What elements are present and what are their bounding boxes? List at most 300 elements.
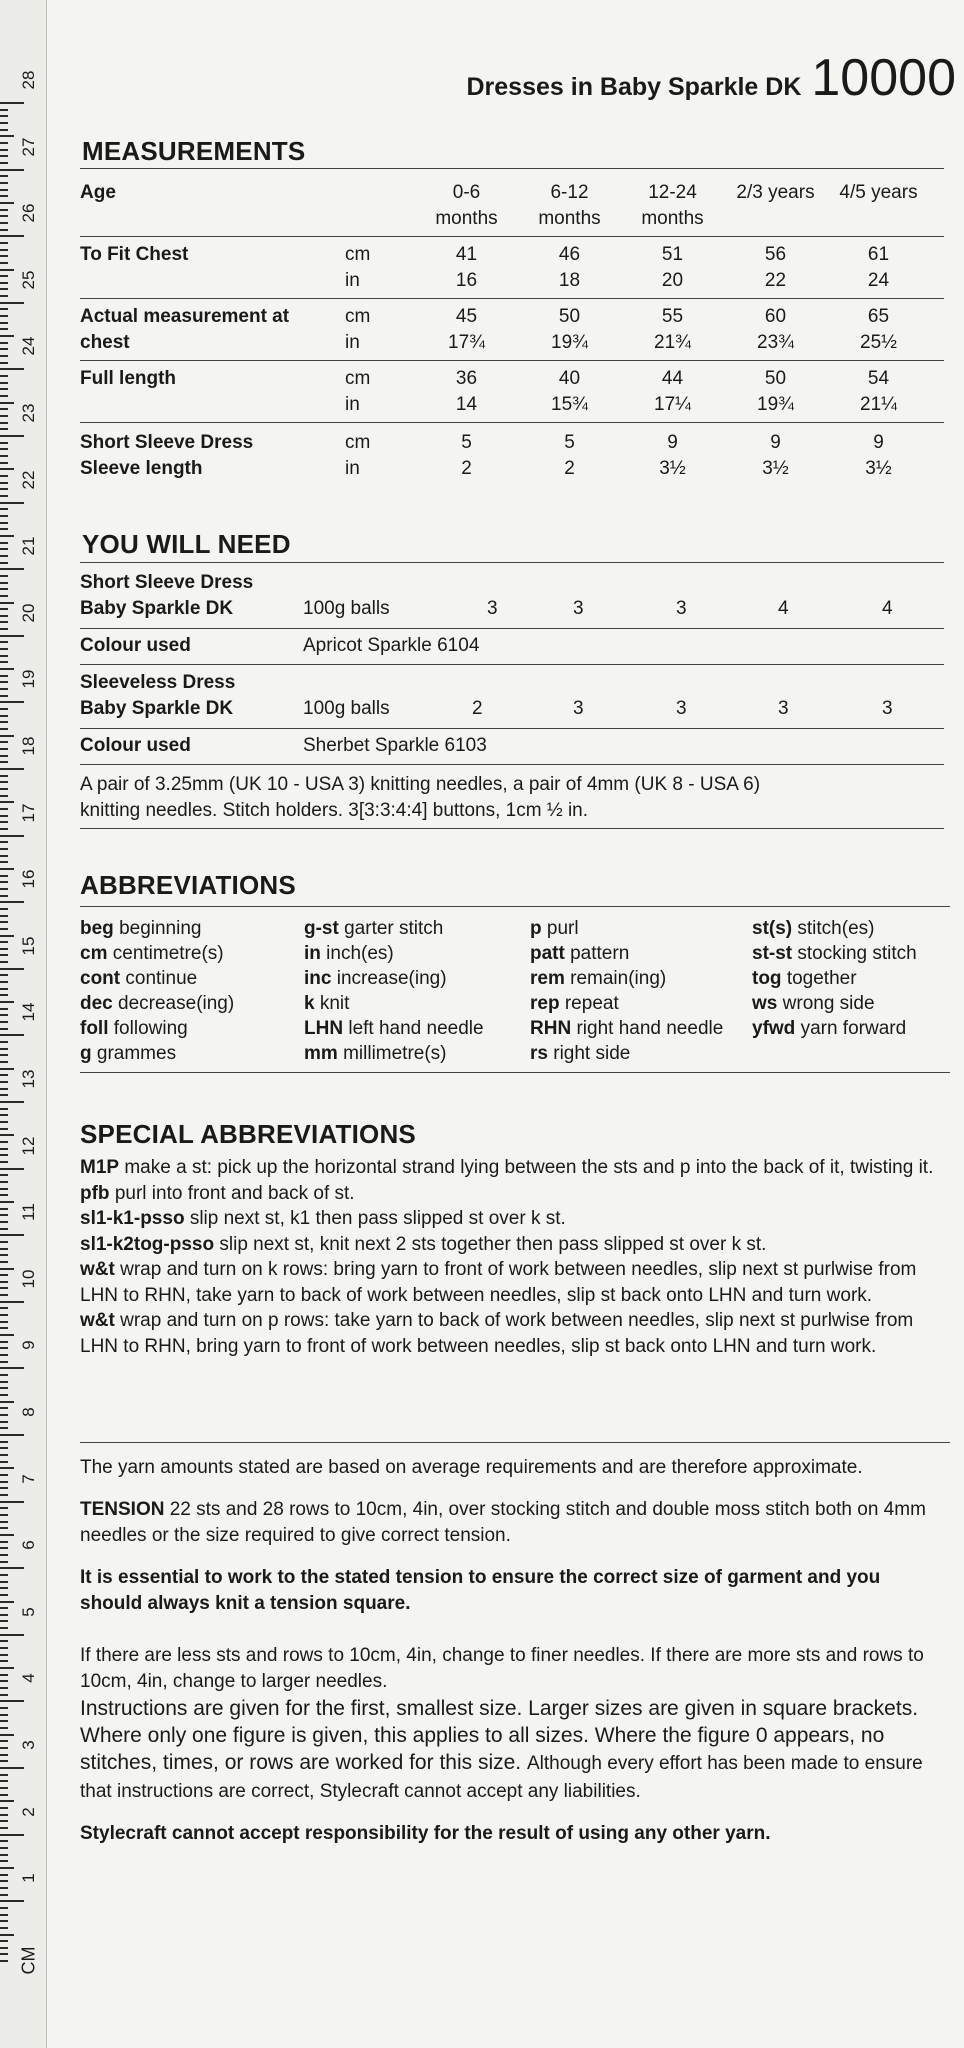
ruler-number: 25	[19, 270, 38, 290]
ruler-tick	[0, 375, 8, 377]
ruler-tick	[0, 255, 8, 257]
ruler-tick	[0, 701, 24, 703]
ruler-number: 4	[19, 1673, 38, 1684]
ruler-tick	[0, 921, 8, 923]
ruler-tick	[0, 768, 24, 770]
ruler-tick	[0, 1627, 8, 1629]
ruler-tick	[0, 1208, 8, 1210]
ruler-tick	[0, 535, 14, 537]
age-cell: 6-12 months	[538, 182, 601, 229]
ruler-tick	[0, 508, 8, 510]
ruler-tick	[0, 1361, 8, 1363]
ruler-tick	[0, 522, 8, 524]
ruler-tick	[0, 1261, 8, 1263]
ruler-tick	[0, 608, 8, 610]
ruler-tick	[0, 1567, 24, 1569]
ruler-tick	[0, 1834, 24, 1836]
ruler-tick	[0, 795, 8, 797]
ruler-tick	[0, 1547, 8, 1549]
special-item: sl1-k2tog-psso slip next st, knit next 2 sts together then pass slipped st over k st.	[80, 1233, 767, 1255]
ruler-tick	[0, 641, 8, 643]
ruler-tick	[0, 335, 14, 337]
ruler-tick	[0, 602, 14, 604]
abbr-item: rs right side	[530, 1043, 631, 1064]
ruler-tick	[0, 681, 8, 683]
ruler-tick	[0, 881, 8, 883]
ruler-number: 13	[19, 1069, 38, 1089]
ruler-tick	[0, 1014, 8, 1016]
ruler-tick	[0, 1527, 8, 1529]
abbr-col	[80, 916, 234, 1066]
ruler-tick	[0, 515, 8, 517]
ruler-tick	[0, 1168, 24, 1170]
ruler-tick	[0, 1421, 8, 1423]
ruler-tick	[0, 182, 8, 184]
ruler-tick	[0, 1221, 8, 1223]
ruler-tick	[0, 1148, 8, 1150]
ruler-tick	[0, 528, 8, 530]
divider	[80, 1072, 950, 1073]
ruler-number: 1	[19, 1873, 38, 1883]
ruler-tick	[0, 1407, 8, 1409]
ruler-tick	[0, 988, 8, 990]
measurement-row-table: Short Sleeve Dress cm 5 5 9 9 9 Sleeve length in 2 2 3½ 3½ 3½	[80, 432, 892, 479]
ruler-tick	[0, 1134, 14, 1136]
special-item: w&t wrap and turn on p rows: take yarn to back of work between needles, slip next st purlwise from LHN to RHN, bring yarn to front of work between needles, slip st back onto LHN and turn work.	[80, 1310, 914, 1357]
ruler-tick	[0, 1228, 8, 1230]
ruler-number: 14	[19, 1002, 38, 1022]
ruler-tick	[0, 189, 8, 191]
ruler-tick	[0, 941, 8, 943]
ruler-tick	[0, 388, 8, 390]
ruler-tick	[0, 1554, 8, 1556]
ruler-number: 10	[19, 1269, 38, 1289]
ruler-tick	[0, 1101, 24, 1103]
ruler-tick	[0, 1074, 8, 1076]
ruler-tick	[0, 1354, 8, 1356]
ruler-tick	[0, 1594, 8, 1596]
ruler-tick	[0, 288, 8, 290]
ruler-tick	[0, 1800, 14, 1802]
ruler-tick	[0, 362, 8, 364]
abbr-item: in inch(es)	[304, 943, 394, 964]
essential-note: It is essential to work to the stated tension to ensure the correct size of garment and you should always knit a tension square.	[80, 1567, 881, 1614]
abbr-item: LHN left hand needle	[304, 1018, 484, 1039]
abbr-item: rem remain(ing)	[530, 968, 667, 989]
ruler-tick	[0, 901, 24, 903]
ruler-tick	[0, 115, 8, 117]
special-item: M1P make a st: pick up the horizontal strand lying between the sts and p into the back of it, twisting it.	[80, 1157, 934, 1178]
ruler-tick	[0, 755, 8, 757]
ruler-tick	[0, 502, 24, 504]
ruler-tick	[0, 229, 8, 231]
divider	[80, 236, 944, 237]
ruler-tick	[0, 542, 8, 544]
abbr-item: p purl	[530, 918, 579, 939]
ruler-number: 23	[19, 403, 38, 423]
measurements-table	[80, 180, 930, 232]
ruler-tick	[0, 348, 8, 350]
ruler-tick	[0, 1714, 8, 1716]
ruler-tick	[0, 1794, 8, 1796]
ruler-tick	[0, 1587, 8, 1589]
ruler-tick	[0, 1474, 8, 1476]
ruler-tick	[0, 342, 8, 344]
ruler-tick	[0, 635, 24, 637]
ruler-tick	[0, 1660, 8, 1662]
ruler-tick	[0, 1454, 8, 1456]
ruler-tick	[0, 215, 8, 217]
ruler-tick	[0, 1694, 8, 1696]
ruler-tick	[0, 155, 8, 157]
abbr-item: g-st garter stitch	[304, 918, 444, 939]
ruler-tick	[0, 135, 14, 137]
ruler-tick	[0, 129, 8, 131]
ruler-number: 5	[19, 1607, 38, 1617]
ruler-tick	[0, 1780, 8, 1782]
ruler-tick	[0, 1487, 8, 1489]
ruler-tick	[0, 1434, 24, 1436]
ruler-tick	[0, 1561, 8, 1563]
ruler-tick	[0, 1214, 8, 1216]
ruler-tick	[0, 1667, 14, 1669]
ruler-tick	[0, 915, 8, 917]
ruler-tick	[0, 968, 24, 970]
ruler-tick	[0, 295, 8, 297]
ruler-tick	[0, 1141, 8, 1143]
ruler-tick	[0, 841, 8, 843]
ruler-tick	[0, 1634, 24, 1636]
abbr-item: tog together	[752, 968, 857, 989]
ruler-tick	[0, 1827, 8, 1829]
ruler-tick	[0, 249, 8, 251]
ruler-tick	[0, 735, 14, 737]
ruler-tick	[0, 315, 8, 317]
ruler-tick	[0, 1128, 8, 1130]
ruler-tick	[0, 861, 8, 863]
ruler-tick	[0, 1760, 8, 1762]
ruler-number: 24	[19, 336, 38, 356]
ruler-tick	[0, 1787, 8, 1789]
ruler-tick	[0, 1281, 8, 1283]
abbr-item: patt pattern	[530, 943, 630, 964]
ruler-tick	[0, 848, 8, 850]
ruler-number: 15	[19, 936, 38, 956]
ruler-tick	[0, 1820, 8, 1822]
ruler-tick	[0, 1654, 8, 1656]
ruler-tick	[0, 495, 8, 497]
ruler-tick	[0, 1241, 8, 1243]
ruler-tick	[0, 1061, 8, 1063]
sleeveless-need: Sleeveless Dress Baby Sparkle DK 100g balls 2 3 3 3 3	[80, 672, 893, 719]
ruler-tick	[0, 1767, 24, 1769]
ruler-tick	[0, 1860, 8, 1862]
ruler-tick	[0, 1048, 8, 1050]
ruler-tick	[0, 708, 8, 710]
ruler-tick	[0, 935, 14, 937]
ruler-tick	[0, 1734, 14, 1736]
age-row	[80, 180, 930, 232]
ruler-tick	[0, 621, 8, 623]
page-header	[356, 48, 956, 108]
ruler-tick	[0, 302, 24, 304]
ruler-tick	[0, 468, 14, 470]
abbr-item: mm millimetre(s)	[304, 1043, 447, 1064]
abbr-col	[752, 916, 917, 1041]
ruler-tick	[0, 262, 8, 264]
ruler-tick	[0, 981, 8, 983]
ruler-tick	[0, 1574, 8, 1576]
ruler-tick	[0, 695, 8, 697]
ruler-tick	[0, 1001, 14, 1003]
ruler-tick	[0, 675, 8, 677]
ruler-number: 19	[19, 669, 38, 689]
abbr-item: cm centimetre(s)	[80, 943, 224, 964]
measurements-heading: MEASUREMENTS	[82, 136, 306, 166]
ruler-tick	[0, 948, 8, 950]
ruler-tick	[0, 1807, 8, 1809]
ruler-tick	[0, 1334, 14, 1336]
ruler-tick	[0, 555, 8, 557]
ruler-tick	[0, 1414, 8, 1416]
ruler-tick	[0, 788, 8, 790]
ruler-tick	[0, 1700, 24, 1702]
ruler-tick	[0, 1154, 8, 1156]
ruler-tick	[0, 1894, 8, 1896]
ruler-tick	[0, 1121, 8, 1123]
measurement-row-table: Full length cm 36 40 44 50 54 in 14 15¾ 17¼ 19¾ 21¼	[80, 368, 897, 415]
ruler-tick	[0, 1387, 8, 1389]
ruler-tick	[0, 1234, 24, 1236]
ruler-tick	[0, 1940, 8, 1942]
ruler-tick	[0, 888, 8, 890]
ruler-tick	[0, 415, 8, 417]
ruler-tick	[0, 275, 8, 277]
ruler-tick	[0, 1680, 8, 1682]
ruler-tick	[0, 202, 14, 204]
ruler-tick	[0, 1774, 8, 1776]
ruler-tick	[0, 122, 8, 124]
ruler-tick	[0, 1321, 8, 1323]
ruler-tick	[0, 1534, 14, 1536]
ruler-unit: CM	[18, 1946, 39, 1975]
ruler-tick	[0, 1947, 8, 1949]
ruler-tick	[0, 1514, 8, 1516]
ruler-tick	[0, 1740, 8, 1742]
divider	[80, 728, 944, 729]
ruler-tick	[0, 1601, 14, 1603]
row-label: Actual measurement at	[80, 306, 290, 327]
ruler-tick	[0, 1108, 8, 1110]
abbr-item: beg beginning	[80, 918, 202, 939]
abbr-item: foll following	[80, 1018, 188, 1039]
abbr-item: g grammes	[80, 1043, 177, 1064]
ruler-number: 16	[19, 869, 38, 889]
abbr-col	[530, 916, 723, 1066]
short-colour: Colour used Apricot Sparkle 6104	[80, 635, 480, 656]
needle-change-note: If there are less sts and rows to 10cm, 4in, change to finer needles. If there are more sts and rows to 10cm, 4in, change to larger needles.	[80, 1645, 924, 1692]
ruler-tick	[0, 1161, 8, 1163]
ruler-tick	[0, 428, 8, 430]
ruler-tick	[0, 1900, 24, 1902]
age-cell: 2/3 years	[736, 182, 815, 203]
ruler-tick	[0, 961, 8, 963]
ruler-number: 3	[19, 1740, 38, 1750]
ruler-tick	[0, 1181, 8, 1183]
row-label: Short Sleeve Dress	[80, 432, 254, 453]
ruler-number: 18	[19, 736, 38, 756]
ruler-tick	[0, 1687, 8, 1689]
divider	[80, 1442, 950, 1443]
special-abbreviations-list	[80, 1155, 942, 1359]
ruler-tick	[0, 408, 8, 410]
ruler-tick	[0, 1347, 8, 1349]
short-sleeve-need: Short Sleeve Dress Baby Sparkle DK 100g balls 3 3 3 4 4	[80, 572, 893, 619]
special-item: pfb purl into front and back of st.	[80, 1182, 355, 1204]
ruler-tick	[0, 1068, 14, 1070]
ruler-tick	[0, 1447, 8, 1449]
ruler-tick	[0, 801, 14, 803]
ruler-tick	[0, 269, 14, 271]
ruler-tick	[0, 1960, 8, 1962]
ruler-tick	[0, 1094, 8, 1096]
ruler-tick	[0, 895, 8, 897]
ruler-tick	[0, 162, 8, 164]
ruler-tick	[0, 1188, 8, 1190]
ruler-tick	[0, 1481, 8, 1483]
ruler-tick	[0, 1747, 8, 1749]
ruler-tick	[0, 974, 8, 976]
ruler-tick	[0, 455, 8, 457]
ruler-tick	[0, 448, 8, 450]
ruler-tick	[0, 741, 8, 743]
ruler-tick	[0, 1381, 8, 1383]
age-cell: 0-6 months	[435, 182, 498, 229]
ruler-tick	[0, 175, 8, 177]
ruler-tick	[0, 1607, 8, 1609]
ruler-number: 7	[19, 1473, 38, 1484]
row-label: To Fit Chest	[80, 244, 189, 265]
ruler-tick	[0, 402, 14, 404]
needles-text: A pair of 3.25mm (UK 10 - USA 3) knitting needles, a pair of 4mm (UK 8 - USA 6) knitting needles. Stitch holders. 3[3:3:4:4] buttons, 1cm ½ in.	[80, 774, 761, 821]
ruler-tick	[0, 1854, 8, 1856]
ruler-tick	[0, 368, 24, 370]
ruler-tick	[0, 222, 8, 224]
ruler-tick	[0, 102, 24, 104]
ruler-tick	[0, 994, 8, 996]
ruler-tick	[0, 235, 24, 237]
ruler-number: 27	[19, 137, 38, 157]
ruler-tick	[0, 1754, 8, 1756]
ruler-tick	[0, 1674, 8, 1676]
special-abbreviations-heading: SPECIAL ABBREVIATIONS	[80, 1119, 416, 1149]
ruler-tick	[0, 1887, 8, 1889]
ruler-tick	[0, 821, 8, 823]
ruler-tick	[0, 142, 8, 144]
ruler-tick	[0, 661, 8, 663]
ruler-tick	[0, 1054, 8, 1056]
ruler-tick	[0, 575, 8, 577]
ruler-number: 22	[19, 470, 38, 490]
ruler-tick	[0, 1287, 8, 1289]
abbreviations-heading: ABBREVIATIONS	[80, 870, 296, 900]
ruler-tick	[0, 648, 8, 650]
ruler-tick	[0, 828, 8, 830]
ruler-tick	[0, 1374, 8, 1376]
ruler-number: 9	[19, 1340, 38, 1351]
ruler-tick	[0, 1867, 14, 1869]
ruler-number: 12	[19, 1136, 38, 1156]
ruler-tick	[0, 548, 8, 550]
ruler-tick	[0, 815, 8, 817]
ruler-tick	[0, 209, 8, 211]
ruler-tick	[0, 761, 8, 763]
ruler-tick	[0, 715, 8, 717]
pattern-number: 10000	[811, 49, 956, 107]
ruler-tick	[0, 1254, 8, 1256]
abbr-item: rep repeat	[530, 993, 619, 1014]
ruler-tick	[0, 655, 8, 657]
ruler-tick	[0, 1840, 8, 1842]
ruler-tick	[0, 1008, 8, 1010]
ruler-tick	[0, 1114, 8, 1116]
abbr-col	[304, 916, 484, 1066]
ruler-number: 26	[19, 203, 38, 223]
ruler-tick	[0, 1341, 8, 1343]
ruler-tick	[0, 1307, 8, 1309]
ruler-tick	[0, 1294, 8, 1296]
divider	[80, 422, 944, 423]
notes-section	[80, 1455, 942, 1847]
ruler-tick	[0, 462, 8, 464]
divider	[80, 764, 944, 765]
ruler-tick	[0, 1081, 8, 1083]
ruler-tick	[0, 1314, 8, 1316]
ruler-tick	[0, 1920, 8, 1922]
ruler-tick	[0, 582, 8, 584]
pattern-title: Dresses in Baby Sparkle DK	[466, 73, 802, 101]
ruler-tick	[0, 748, 8, 750]
ruler-tick	[0, 1953, 8, 1955]
ruler-tick	[0, 1521, 8, 1523]
ruler-tick	[0, 1021, 8, 1023]
ruler-tick	[0, 1814, 8, 1816]
ruler-number: 20	[19, 603, 38, 623]
abbr-item: inc increase(ing)	[304, 968, 447, 989]
ruler-tick	[0, 668, 14, 670]
ruler-tick	[0, 308, 8, 310]
ruler-tick	[0, 1401, 14, 1403]
abbr-item: k knit	[304, 993, 350, 1014]
ruler-tick	[0, 1914, 8, 1916]
ruler-tick	[0, 1174, 8, 1176]
ruler-tick	[0, 1647, 8, 1649]
divider	[80, 168, 944, 169]
measurement-row-table: Actual measurement at cm 45 50 55 60 65 chest in 17¾ 19¾ 21¾ 23¾ 25½	[80, 306, 897, 353]
ruler-tick	[0, 1441, 8, 1443]
tension-note: TENSION 22 sts and 28 rows to 10cm, 4in, over stocking stitch and double moss stitch both on 4mm needles or the size required to give correct tension.	[80, 1499, 926, 1546]
ruler-tick	[0, 355, 8, 357]
abbr-item: cont continue	[80, 968, 198, 989]
divider	[80, 628, 944, 629]
divider	[80, 828, 944, 829]
ruler-tick	[0, 781, 8, 783]
ruler-tick	[0, 628, 8, 630]
ruler-tick	[0, 1727, 8, 1729]
age-cell: 4/5 years	[839, 182, 918, 203]
ruler-tick	[0, 1507, 8, 1509]
ruler-tick	[0, 1847, 8, 1849]
